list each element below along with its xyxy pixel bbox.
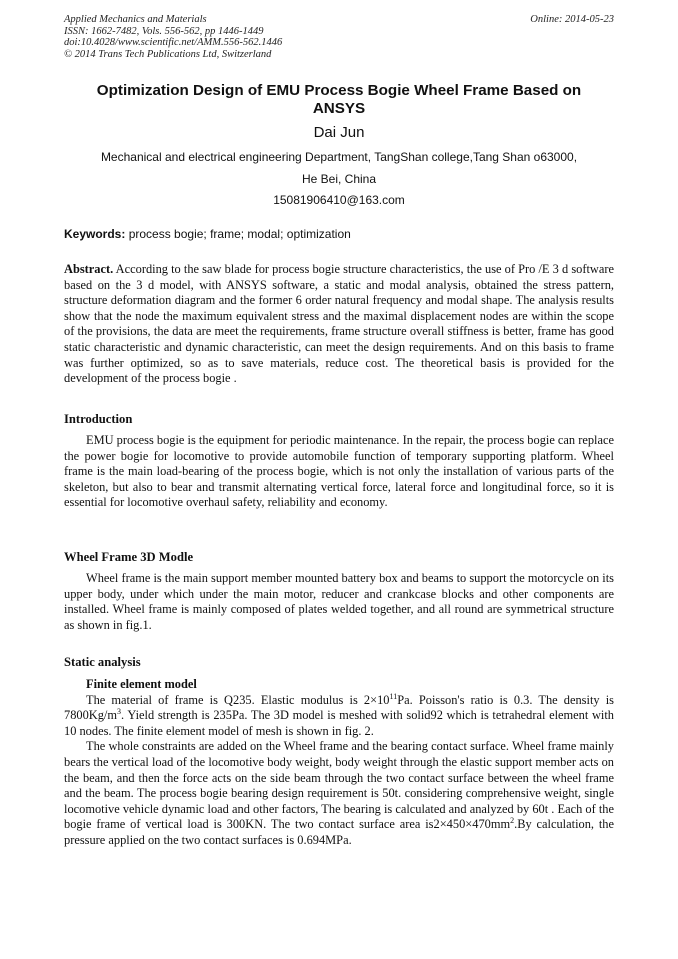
keywords [64, 227, 614, 241]
journal-header [64, 14, 614, 60]
affiliation-line-1: Mechanical and electrical engineering Department, TangShan college,Tang Shan o63000, [100, 150, 578, 164]
keywords-text: process bogie; frame; modal; optimization [125, 227, 351, 241]
section-heading-3d-model: Wheel Frame 3D Modle [64, 550, 194, 564]
model-paragraph: Wheel frame is the main support member mounted battery box and beams to support the motorcycle on its upper body, under which under the main motor, reducer and crankcase blocks and other components are installed. Wheel frame is mainly composed of plates welded together, and all round are symmetrical structure as shown in fig.1. [64, 571, 614, 632]
constraints-superscript: 2 [510, 816, 515, 826]
affiliation-line-2: He Bei, China [301, 172, 377, 186]
paper-title: Optimization Design of EMU Process Bogie Wheel Frame Based on ANSYS [96, 82, 582, 117]
constraints-paragraph [64, 739, 614, 848]
fem-paragraph [64, 693, 614, 740]
journal-name: Applied Mechanics and Materials [64, 14, 207, 25]
abstract-label: Abstract. [64, 262, 114, 276]
section-heading-introduction: Introduction [64, 412, 133, 426]
static-analysis-body [64, 677, 614, 849]
copyright-line: © 2014 Trans Tech Publications Ltd, Switzerland [64, 48, 272, 60]
fem-text-c: . Yield strength is 235Pa. The 3D model is meshed with solid92 which is tetrahedral element with 10 nodes. The finite element model of mesh is shown in fig. 2. [64, 708, 614, 738]
fem-text-b: Pa. Poisson's ratio is 0.3. The density is 7800Kg/m [64, 692, 614, 723]
section-heading-static-analysis: Static analysis [64, 655, 141, 669]
model-body [64, 571, 614, 633]
issn-line: ISSN: 1662-7482, Vols. 556-562, pp 1446-1449 [64, 25, 264, 37]
subsection-heading-fem: Finite element model [86, 677, 197, 691]
fem-text-a: The material of frame is Q235. Elastic modulus is 2×10 [86, 692, 390, 707]
introduction-body [64, 433, 614, 511]
introduction-paragraph: EMU process bogie is the equipment for periodic maintenance. In the repair, the process bogie can replace the power bogie for locomotive to provide automobile function of temporary supporting platform. Wheel frame is the main load-bearing of the process bogie, which is not only the installation of various parts of the skeleton, but also to bear and transmit alternating vertical force, lateral force and longitudinal force, so it is essential for locomotive overhaul safety, reliability and economy. [64, 433, 614, 510]
fem-superscript-b: 3 [117, 707, 122, 717]
constraints-text-a: The whole constraints are added on the Wheel frame and the bearing contact surface. Wheel frame mainly bears the vertical load of the locomotive body weight, body weight through the elastic support member acts on the beam, and then the force acts on the side beam through the two contact surface between the wheel frame and the beam. The process bogie bearing design requirement is 50t. considering comprehensive weight, single locomotive vehicle dynamic load and other factors, The bearing is calculated and analyzed by 60t . Each of the bogie frame of vertical load is 300KN. The two contact surface area is2×450×470mm [64, 739, 614, 832]
fem-superscript-a: 11 [389, 691, 398, 701]
author-name: Dai Jun [313, 124, 365, 141]
abstract [64, 262, 614, 387]
doi-line: doi:10.4028/www.scientific.net/AMM.556-562.1446 [64, 37, 283, 49]
online-date: Online: 2014-05-23 [530, 14, 614, 25]
constraints-text-b: .By calculation, the pressure applied on the two contact surfaces is 0.694MPa. [64, 817, 615, 847]
keywords-label: Keywords: [64, 227, 126, 241]
abstract-text: According to the saw blade for process bogie structure characteristics, the use of Pro /E 3 d software based on the 3 d model, with ANSYS software, a static and modal analysis, obtained the stress pattern, structure deformation diagram and the former 6 order natural frequency and modal shape. The analysis results show that the node the maximum equivalent stress and the maximal displacement nodes are within the scope of the provisions, the data are meet the requirements, frame structure overall stiffness is better, frame has good static characteristic and dynamic characteristic, can meet the design requirements. And on this basis to frame was further optimized, so as to save materials, reduce cost. The theoretical basis is provided for the development of the process bogie . [64, 262, 614, 386]
author-email: 15081906410@163.com [273, 193, 405, 207]
